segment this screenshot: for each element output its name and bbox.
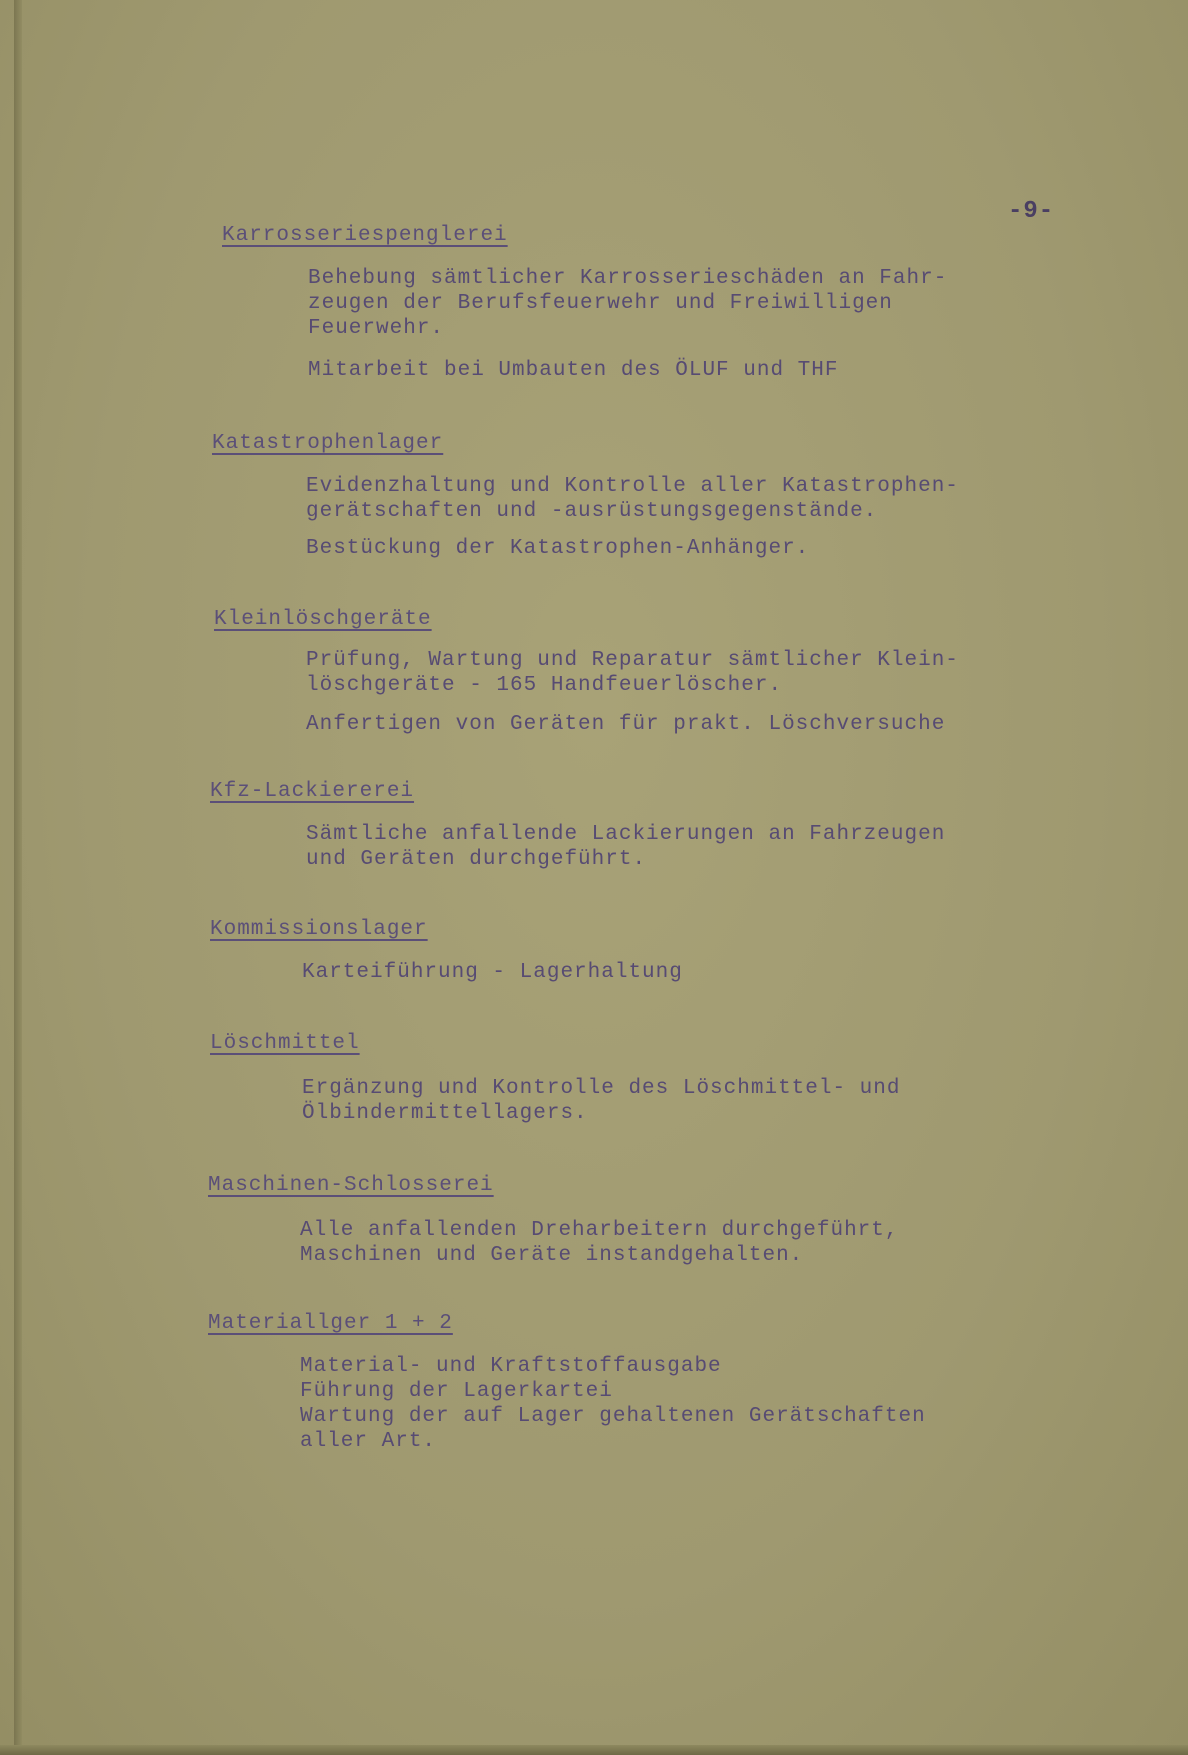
- section-paragraph: Behebung sämtlicher Karrosserieschäden an Fahr- zeugen der Berufsfeuerwehr und Freiwilligen Feuerwehr.: [308, 267, 948, 340]
- section-heading-kfz-lackiererei: Kfz-Lackiererei: [210, 780, 415, 803]
- section-paragraph: Ergänzung und Kontrolle des Löschmittel- und Ölbindermittellagers.: [302, 1077, 901, 1125]
- section-heading-katastrophenlager: Katastrophenlager: [212, 432, 444, 455]
- section-paragraph: Anfertigen von Geräten für prakt. Löschversuche: [306, 713, 946, 736]
- section-paragraph: Karteiführung - Lagerhaltung: [302, 961, 683, 984]
- page-left-edge: [14, 0, 22, 1755]
- section-paragraph: Material- und Kraftstoffausgabe Führung der Lagerkartei Wartung der auf Lager gehaltenen Gerätschaften aller Art.: [300, 1355, 926, 1453]
- page-bottom-edge: [0, 1745, 1188, 1755]
- section-heading-kleinloeschgeraete: Kleinlöschgeräte: [214, 608, 432, 631]
- section-paragraph: Sämtliche anfallende Lackierungen an Fahrzeugen und Geräten durchgeführt.: [306, 823, 946, 871]
- section-heading-kommissionslager: Kommissionslager: [210, 918, 428, 941]
- section-paragraph: Bestückung der Katastrophen-Anhänger.: [306, 537, 810, 560]
- section-paragraph: Evidenzhaltung und Kontrolle aller Katastrophen- gerätschaften und -ausrüstungsgegenstände.: [306, 475, 959, 523]
- section-heading-materiallager: Materiallger 1 + 2: [208, 1312, 453, 1335]
- section-paragraph: Prüfung, Wartung und Reparatur sämtlicher Klein- löschgeräte - 165 Handfeuerlöscher.: [306, 649, 959, 697]
- section-paragraph: Mitarbeit bei Umbauten des ÖLUF und THF: [308, 359, 839, 382]
- section-paragraph: Alle anfallenden Dreharbeitern durchgeführt, Maschinen und Geräte instandgehalten.: [300, 1219, 899, 1267]
- section-heading-loeschmittel: Löschmittel: [210, 1032, 360, 1055]
- section-heading-karrosseriespenglerei: Karrosseriespenglerei: [222, 224, 508, 247]
- section-heading-maschinen-schlosserei: Maschinen-Schlosserei: [208, 1174, 494, 1197]
- page-number: -9-: [1008, 198, 1055, 225]
